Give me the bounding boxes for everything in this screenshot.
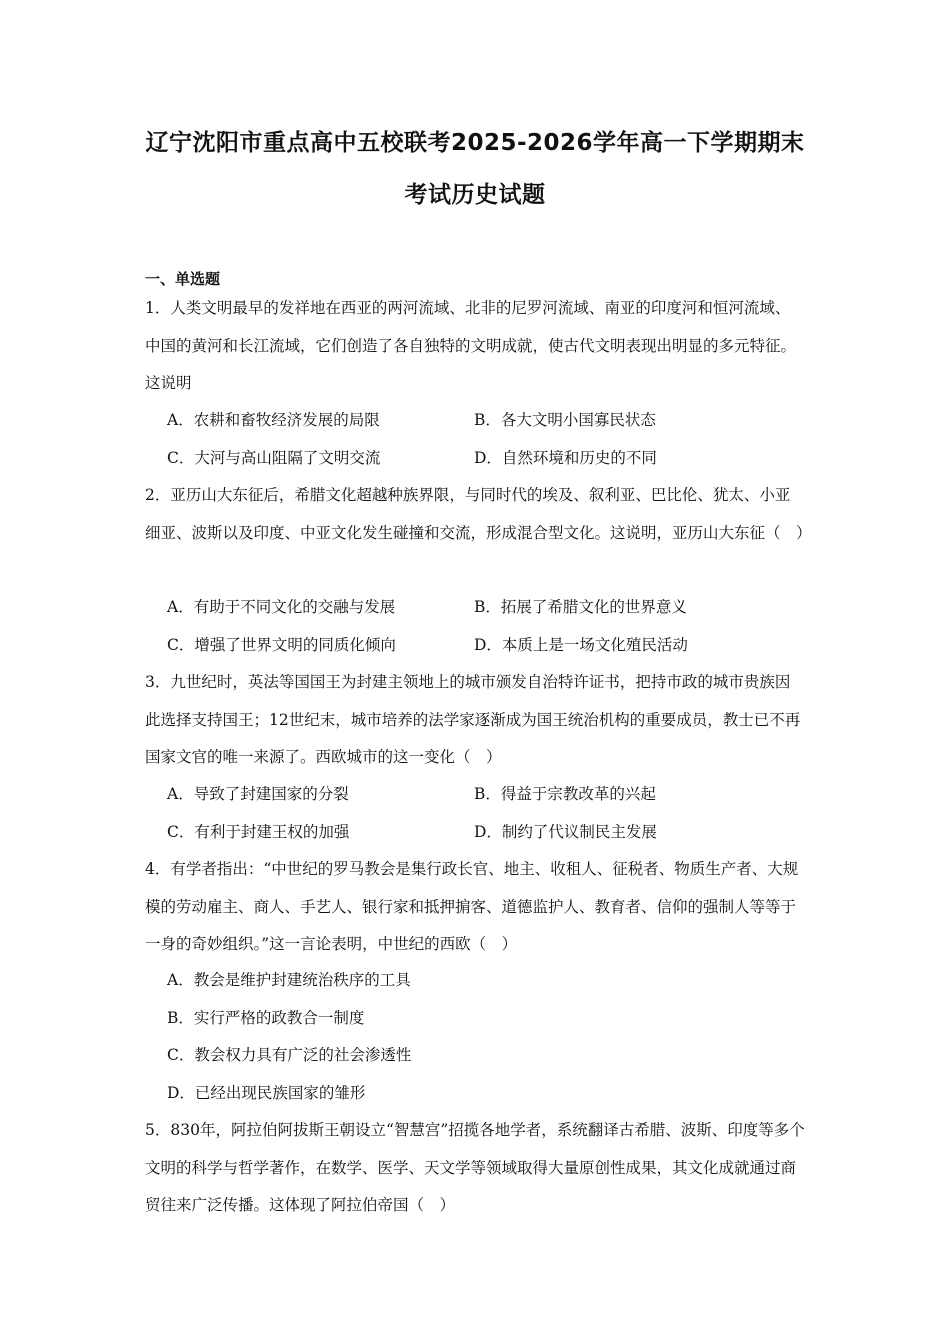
option-a: A．导致了封建国家的分裂	[167, 785, 349, 803]
option-b: B．实行严格的政教合一制度	[167, 1008, 365, 1027]
question-2-options	[167, 589, 807, 664]
option-a: A．农耕和畜牧经济发展的局限	[167, 411, 380, 429]
option-b: B．拓展了希腊文化的世界意义	[474, 598, 687, 616]
question-4-options	[167, 962, 807, 1112]
question-1-options	[167, 402, 807, 477]
option-c: C．教会权力具有广泛的社会渗透性	[167, 1046, 412, 1064]
question-3-options	[167, 776, 807, 851]
option-b: B．得益于宗教改革的兴起	[474, 785, 656, 803]
option-b: B．各大文明小国寡民状态	[474, 411, 656, 429]
page-title-line-2: 考试历史试题	[404, 182, 546, 208]
question-2-text: 2．亚历山大东征后，希腊文化超越种族界限，与同时代的埃及、叙利亚、巴比伦、犹太、小亚细亚、波斯以及印度、中亚文化发生碰撞和交流，形成混合型文化。这说明，亚历山大东征（ ）	[145, 486, 812, 542]
option-a: A．有助于不同文化的交融与发展	[167, 598, 396, 616]
option-d: D．自然环境和历史的不同	[474, 448, 657, 467]
page-title-line-1: 辽宁沈阳市重点高中五校联考2025-2026学年高一下学期期末	[145, 130, 805, 156]
option-d: D．本质上是一场文化殖民活动	[474, 635, 688, 654]
option-d: D．已经出现民族国家的雏形	[167, 1083, 366, 1102]
option-a: A．教会是维护封建统治秩序的工具	[167, 971, 411, 989]
section-heading: 一、单选题	[145, 270, 221, 288]
question-4-text: 4．有学者指出：“中世纪的罗马教会是集行政长官、地主、收租人、征税者、物质生产者、大规模的劳动雇主、商人、手艺人、银行家和抵押掮客、道德监护人、教育者、信仰的强制人等等于一身的奇妙组织。”这一言论表明，中世纪的西欧（ ）	[145, 860, 799, 953]
option-c: C．增强了世界文明的同质化倾向	[167, 635, 396, 654]
option-c: C．有利于封建王权的加强	[167, 822, 350, 841]
option-c: C．大河与高山阻隔了文明交流	[167, 448, 381, 467]
question-1-text: 1．人类文明最早的发祥地在西亚的两河流域、北非的尼罗河流域、南亚的印度河和恒河流域、中国的黄河和长江流域，它们创造了各自独特的文明成就，使古代文明表现出明显的多元特征。这说明	[145, 299, 797, 392]
question-3-text: 3．九世纪时，英法等国国王为封建主领地上的城市颁发自治特许证书，把持市政的城市贵族因此选择支持国王；12世纪末，城市培养的法学家逐渐成为国王统治机构的重要成员，教士已不再国家文官的唯一来源了。西欧城市的这一变化（ ）	[145, 673, 801, 766]
option-d: D．制约了代议制民主发展	[474, 822, 657, 841]
question-5-text: 5．830年，阿拉伯阿拔斯王朝设立“智慧宫”招揽各地学者，系统翻译古希腊、波斯、印度等多个文明的科学与哲学著作，在数学、医学、天文学等领域取得大量原创性成果，其文化成就通过商贸往来广泛传播。这体现了阿拉伯帝国（ ）	[145, 1121, 805, 1214]
